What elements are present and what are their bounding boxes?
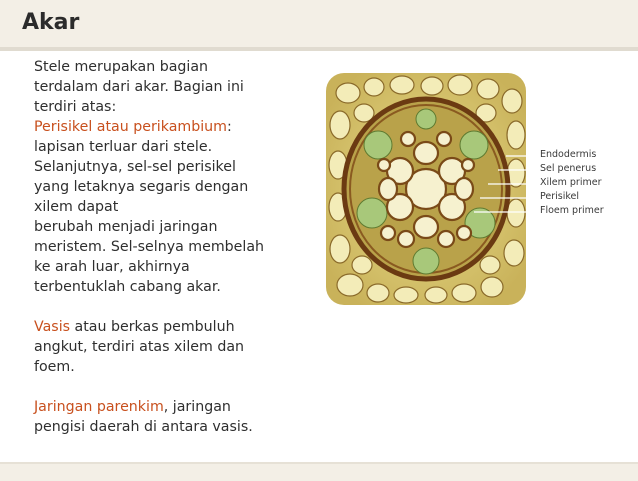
root-cross-section-image <box>326 73 526 305</box>
text-line: meristem. Sel-selnya membelah <box>34 239 265 255</box>
slide-body-text <box>34 57 296 437</box>
text-line: terdalam dari akar. Bagian ini <box>34 79 244 95</box>
figure-labels <box>540 148 604 218</box>
label-sel-penerus: Sel penerus <box>540 163 597 174</box>
perisikel-term: Perisikel atau perikambium <box>34 119 227 135</box>
vasis-term: Vasis <box>34 319 71 335</box>
term-colon: : <box>226 119 232 135</box>
text-line: angkut, terdiri atas xilem dan <box>34 339 245 355</box>
text-line: terbentuklah cabang akar. <box>34 279 221 295</box>
text-line: terdiri atas: <box>34 99 117 115</box>
text-line: lapisan terluar dari stele. <box>34 139 213 155</box>
text-line: berubah menjadi jaringan <box>34 219 218 235</box>
text-line: Stele merupakan bagian <box>34 59 209 75</box>
slide-title: Akar <box>22 10 80 35</box>
parenkim-line <box>34 397 296 417</box>
vasis-line <box>34 317 296 337</box>
paragraph-gap <box>34 377 296 397</box>
text-line: Selanjutnya, sel-sel perisikel <box>34 159 236 175</box>
label-floem-primer: Floem primer <box>540 205 604 216</box>
label-xilem-primer: Xilem primer <box>540 177 602 188</box>
perisikel-term-line <box>34 117 296 137</box>
text-line: xilem dapat <box>34 199 119 215</box>
slide-footer-band <box>0 462 638 481</box>
text-line: yang letaknya segaris dengan <box>34 179 249 195</box>
text-line: ke arah luar, akhirnya <box>34 259 190 275</box>
parenkim-term: Jaringan parenkim <box>34 399 164 415</box>
label-perisikel: Perisikel <box>540 191 580 202</box>
header-divider <box>0 47 638 51</box>
paragraph-gap <box>34 297 296 317</box>
text-line: foem. <box>34 359 75 375</box>
text-line: pengisi daerah di antara vasis. <box>34 419 253 435</box>
label-endodermis: Endodermis <box>540 149 597 160</box>
parenkim-desc: , jaringan <box>163 399 231 415</box>
vasis-desc: atau berkas pembuluh <box>70 319 235 335</box>
slide-header <box>0 0 638 47</box>
